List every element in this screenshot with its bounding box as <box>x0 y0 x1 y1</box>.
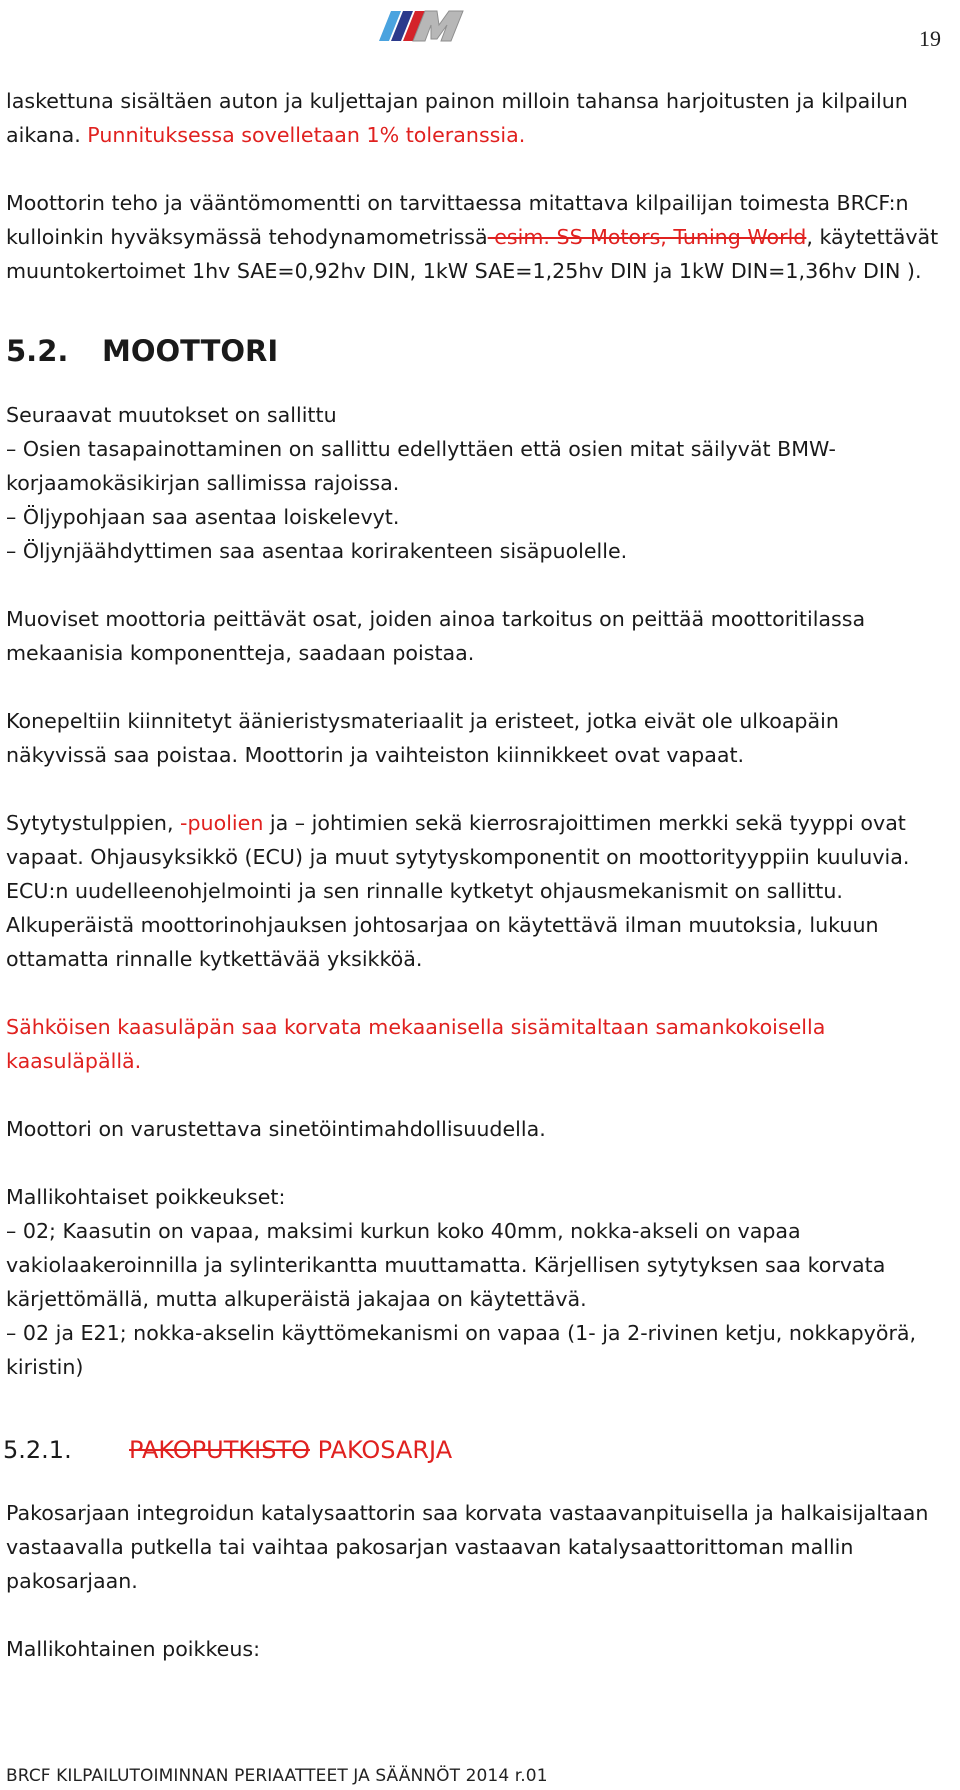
page-footer: BRCF KILPAILUTOIMINNAN PERIAATTEET JA SÄÄNNÖT 2014 r.01 <box>6 1766 548 1786</box>
motorsport-stripes-logo <box>369 5 469 45</box>
list-intro: Seuraavat muutokset on sallittu <box>6 403 337 427</box>
section-number: 5.2.1. <box>3 1436 72 1464</box>
paragraph-weight-tolerance: laskettuna sisältäen auton ja kuljettajan painon milloin tahansa harjoitusten ja kilpailun aikana. Punnituksessa sovelletaan 1% toleranssia. <box>6 89 908 147</box>
list-item: – 02; Kaasutin on vapaa, maksimi kurkun koko 40mm, nokka-akseli on vapaa vakiolaakeroinnilla ja sylinterikantta muuttamatta. Kärjellisen sytytyksen saa korvata kärjettömällä, mutta alkuperäistä jakajaa on käytettävä. <box>6 1219 886 1311</box>
paragraph-sealing: Moottori on varustettava sinetöintimahdollisuudella. <box>6 1117 546 1141</box>
list-item: – Öljypohjaan saa asentaa loiskelevyt. <box>6 505 400 529</box>
model-exceptions-list <box>6 1180 946 1384</box>
paragraph-insulation: Konepeltiin kiinnitetyt äänieristysmateriaalit ja eristeet, jotka eivät ole ulkoapäin näkyvissä saa poistaa. Moottorin ja vaihteiston kiinnikkeet ovat vapaat. <box>6 709 839 767</box>
section-heading-5-2 <box>6 332 946 370</box>
paragraph-model-exception: Mallikohtainen poikkeus: <box>6 1637 261 1661</box>
revision-text: -puolien <box>180 811 264 835</box>
paragraph-plastic-covers: Muoviset moottoria peittävät osat, joiden ainoa tarkoitus on peittää moottoritilassa mekaanisia komponentteja, saadaan poistaa. <box>6 607 866 665</box>
document-body <box>3 84 946 1666</box>
list-item: – 02 ja E21; nokka-akselin käyttömekanismi on vapaa (1- ja 2-rivinen ketju, nokkapyörä, kiristin) <box>6 1321 917 1379</box>
paragraph-throttle-revision: Sähköisen kaasuläpän saa korvata mekaanisella sisämitaltaan samankokoisella kaasuläpällä. <box>6 1015 826 1073</box>
revision-text: Punnituksessa sovelletaan 1% toleranssia. <box>87 123 526 147</box>
section-title: MOOTTORI <box>102 334 279 368</box>
allowed-changes-list <box>6 398 946 568</box>
struck-revision-text: esim. SS-Motors, Tuning World <box>487 225 807 249</box>
list-item: – Öljynjäähdyttimen saa asentaa korirakenteen sisäpuolelle. <box>6 539 628 563</box>
section-title: PAKOSARJA <box>309 1436 453 1464</box>
page-number: 19 <box>919 26 941 51</box>
paragraph-dynamometer: Moottorin teho ja vääntömomentti on tarvittaessa mitattava kilpailijan toimesta BRCF:n kulloinkin hyväksymässä tehodynamometrissä esim. SS-Motors, Tuning World, käytettävät muuntokertoimet 1hv SAE=0,92hv DIN, 1kW SAE=1,25hv DIN ja 1kW DIN=1,36hv DIN ). <box>6 191 939 283</box>
paragraph-ignition: Sytytystulppien, -puolien ja – johtimien sekä kierrosrajoittimen merkki sekä tyyppi ovat vapaat. Ohjausyksikkö (ECU) ja muut sytytyskomponentit on moottorityyppiin kuuluvia. ECU:n uudelleenohjelmointi ja sen rinnalle kytketyt ohjausmekanismit on sallittu. Alkuperäistä moottorinohjauksen johtosarjaa on käytettävä ilman muutoksia, lukuun ottamatta rinnalle kytkettävää yksikköä. <box>6 811 910 971</box>
section-number: 5.2. <box>6 334 69 368</box>
section-heading-5-2-1 <box>3 1430 946 1470</box>
list-intro: Mallikohtaiset poikkeukset: <box>6 1185 286 1209</box>
list-item: – Osien tasapainottaminen on sallittu edellyttäen että osien mitat säilyvät BMW-korjaamokäsikirjan sallimissa rajoissa. <box>6 437 836 495</box>
paragraph-catalyst: Pakosarjaan integroidun katalysaattorin saa korvata vastaavanpituisella ja halkaisijaltaan vastaavalla putkella tai vaihtaa pakosarjan vastaavan katalysaattorittoman mallin pakosarjaan. <box>6 1501 929 1593</box>
struck-section-title: PAKOPUTKISTO <box>129 1436 310 1464</box>
